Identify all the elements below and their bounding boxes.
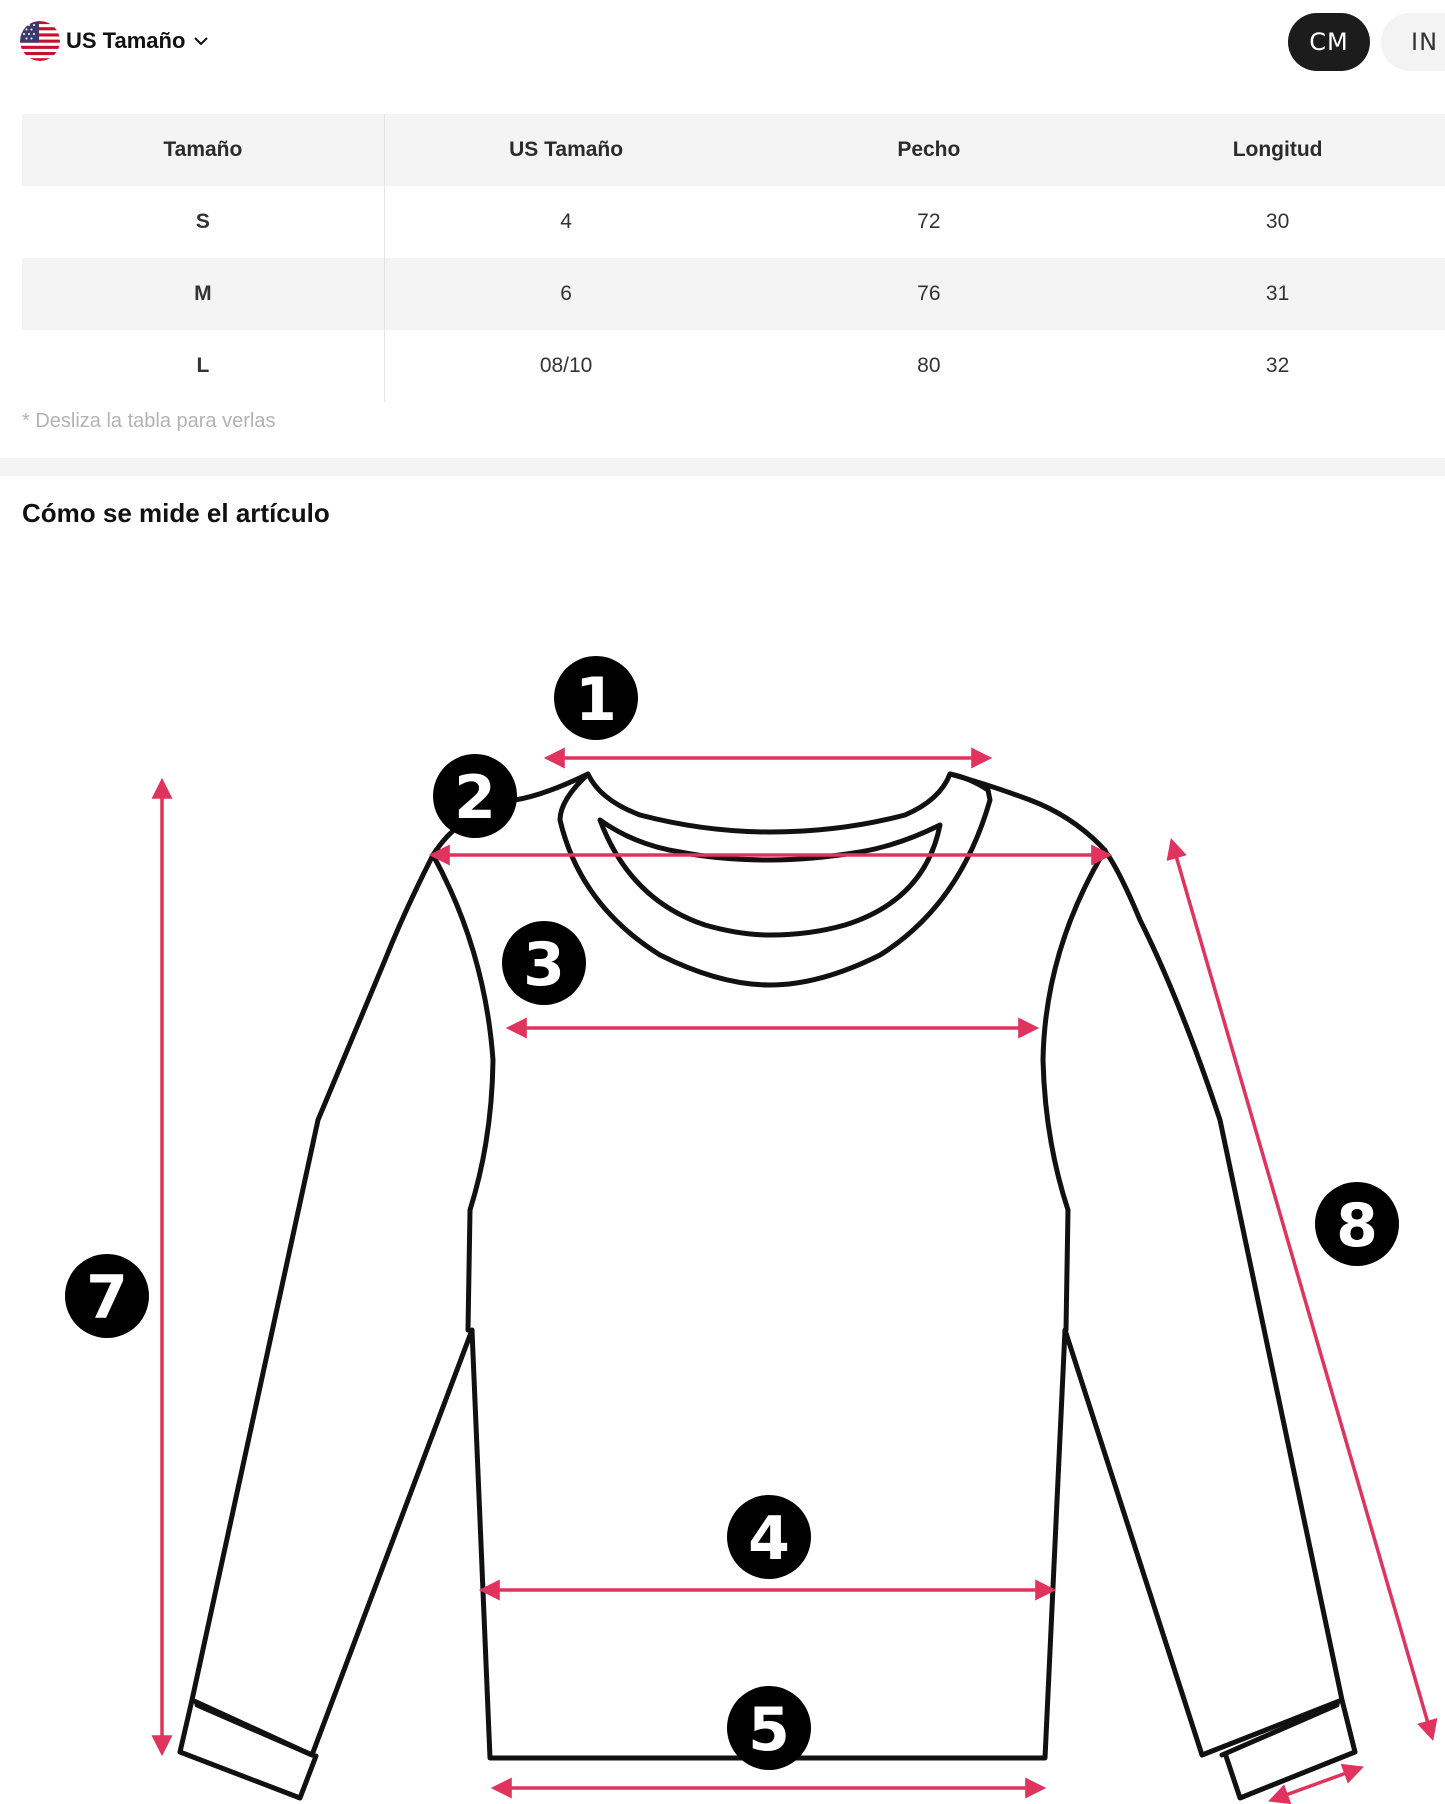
table-cell: M bbox=[22, 258, 384, 330]
column-header-chest: Pecho bbox=[747, 114, 1110, 186]
table-cell: 72 bbox=[917, 210, 941, 233]
section-title: Cómo se mide el artículo bbox=[22, 498, 330, 528]
table-cell: 31 bbox=[1110, 258, 1445, 330]
table-cell: 76 bbox=[747, 258, 1110, 330]
table-row bbox=[22, 330, 1445, 402]
column-header-length: Longitud bbox=[1110, 114, 1445, 186]
marker-label: 3 bbox=[523, 930, 565, 1000]
marker bbox=[554, 656, 638, 740]
table-row bbox=[22, 186, 1445, 258]
table-row bbox=[22, 258, 1445, 330]
marker-label: 5 bbox=[748, 1695, 790, 1765]
marker bbox=[65, 1254, 149, 1338]
cuff-arrow bbox=[1272, 1768, 1360, 1800]
us-flag-icon bbox=[20, 21, 60, 61]
table-cell: L bbox=[22, 330, 384, 402]
sleeve-arrow bbox=[1172, 842, 1432, 1737]
marker bbox=[727, 1686, 811, 1770]
column-header-size: Tamaño bbox=[22, 114, 384, 186]
marker bbox=[502, 921, 586, 1005]
column-header-us-size: US Tamaño bbox=[384, 114, 747, 186]
unit-cm-button[interactable]: CM bbox=[1288, 13, 1370, 71]
table-cell: 08/10 bbox=[539, 354, 593, 377]
marker-label: 8 bbox=[1336, 1191, 1378, 1261]
marker-label: 4 bbox=[748, 1504, 790, 1574]
sweater-outline bbox=[180, 774, 1355, 1798]
table-cell: S bbox=[22, 186, 384, 258]
section-divider bbox=[0, 458, 1445, 476]
marker bbox=[1315, 1182, 1399, 1266]
table-cell: 4 bbox=[560, 210, 572, 233]
top-bar bbox=[0, 0, 1445, 90]
size-chart-table bbox=[22, 114, 1445, 402]
table-cell: 6 bbox=[384, 258, 747, 330]
table-cell: 30 bbox=[1265, 210, 1290, 233]
table-header-row bbox=[22, 114, 1445, 186]
marker-label: 7 bbox=[86, 1263, 128, 1333]
chevron-down-icon bbox=[193, 33, 209, 49]
marker-label: 2 bbox=[454, 763, 496, 833]
region-size-selector[interactable] bbox=[20, 19, 209, 63]
unit-in-button[interactable]: IN bbox=[1381, 13, 1445, 71]
measurement-diagram bbox=[0, 560, 1445, 1804]
marker bbox=[433, 754, 517, 838]
scroll-hint: * Desliza la tabla para verlas bbox=[22, 410, 276, 432]
region-size-label: US Tamaño bbox=[66, 28, 186, 53]
marker-label: 1 bbox=[575, 665, 617, 735]
marker bbox=[727, 1495, 811, 1579]
table-cell: 80 bbox=[917, 354, 941, 377]
table-cell: 32 bbox=[1265, 354, 1290, 377]
